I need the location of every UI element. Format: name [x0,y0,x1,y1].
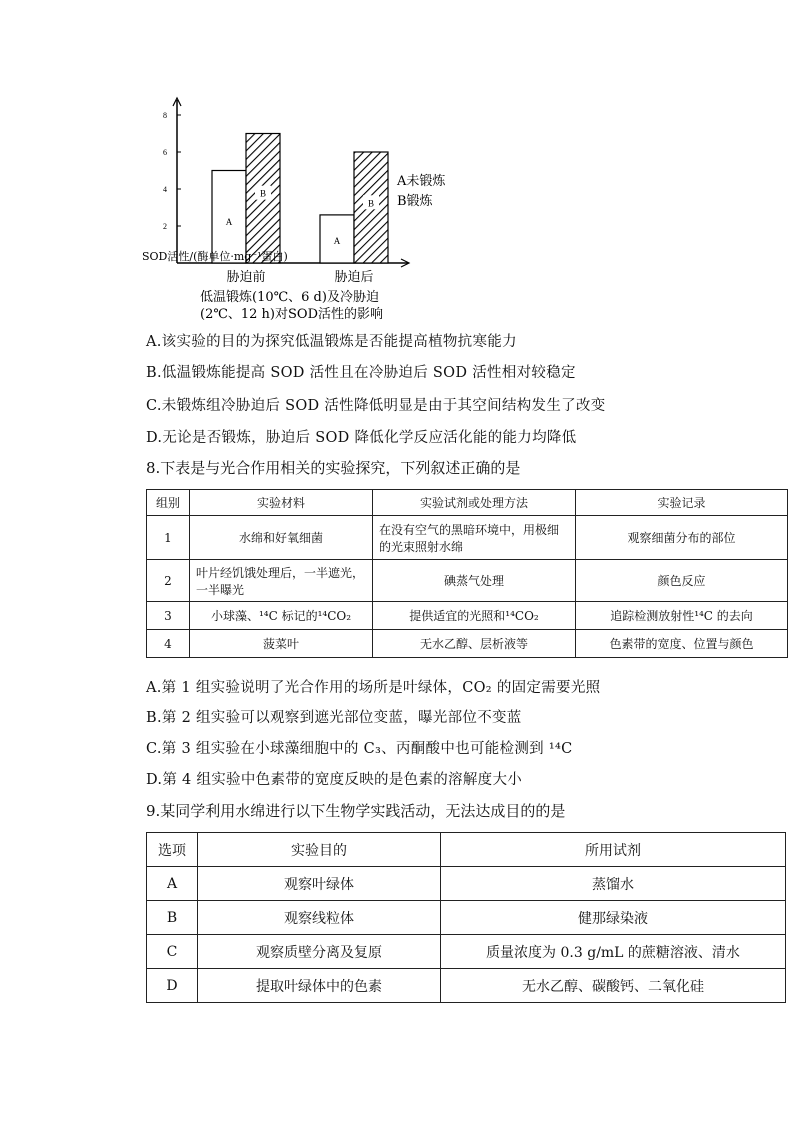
q8-cell: 4 [147,630,190,658]
q7-option-a: A.该实验的目的为探究低温锻炼是否能提高植物抗寒能力 [146,334,517,350]
bar-label: A [225,217,233,228]
y-tick-label: 6 [163,148,167,157]
x-category-label: 胁迫前 [226,270,266,285]
q9-cell: 质量浓度为 0.3 g/mL 的蔗糖溶液、清水 [441,935,786,969]
q9-cell: B [147,901,198,935]
legend-b: B锻炼 [397,194,433,209]
q8-cell: 追踪检测放射性¹⁴C 的去向 [576,602,788,630]
table-row [147,901,786,935]
bar-label: B [367,198,375,209]
q7-option-b: B.低温锻炼能提高 SOD 活性且在冷胁迫后 SOD 活性相对较稳定 [146,365,576,381]
q9-cell: A [147,867,198,901]
q8-table [146,489,788,658]
q8-option-a: A.第 1 组实验说明了光合作用的场所是叶绿体，CO₂ 的固定需要光照 [146,680,601,696]
bar-label: A [333,235,341,246]
q8-cell: 观察细菌分布的部位 [576,516,788,560]
q9-header-option: 选项 [147,833,198,867]
table-row [147,560,788,602]
q9-cell: 健那绿染液 [441,901,786,935]
q7-option-d: D.无论是否锻炼，胁迫后 SOD 降低化学反应活化能的能力均降低 [146,430,577,446]
q8-cell: 颜色反应 [576,560,788,602]
q8-cell: 小球藻、¹⁴C 标记的¹⁴CO₂ [190,602,373,630]
q9-cell: C [147,935,198,969]
q8-option-b: B.第 2 组实验可以观察到遮光部位变蓝，曝光部位不变蓝 [146,710,522,726]
q8-cell: 叶片经饥饿处理后，一半遮光，一半曝光 [190,560,373,602]
q8-cell: 1 [147,516,190,560]
q8-cell: 碘蒸气处理 [373,560,576,602]
q8-stem: 8.下表是与光合作用相关的实验探究，下列叙述正确的是 [146,459,521,477]
q8-option-c: C.第 3 组实验在小球藻细胞中的 C₃、丙酮酸中也可能检测到 ¹⁴C [146,741,573,757]
q9-cell: D [147,969,198,1003]
q8-cell: 2 [147,560,190,602]
q8-header-record: 实验记录 [576,490,788,516]
table-row [147,969,786,1003]
q9-cell: 蒸馏水 [441,867,786,901]
q9-cell: 观察线粒体 [198,901,441,935]
q9-header-reagent: 所用试剂 [441,833,786,867]
table-row [147,867,786,901]
chart-caption-line-2: (2℃、12 h)对SOD活性的影响 [200,307,383,322]
table-row [147,630,788,658]
sod-bar-chart [140,95,446,322]
q9-table [146,832,786,1003]
q8-header-method: 实验试剂或处理方法 [373,490,576,516]
chart-caption-line-1: 低温锻炼(10℃、6 d)及冷胁迫 [200,290,379,305]
q8-header-group: 组别 [147,490,190,516]
table-row [147,516,788,560]
q9-header-purpose: 实验目的 [198,833,441,867]
y-tick-label: 4 [163,185,167,194]
bar-label: B [259,188,267,199]
q8-header-material: 实验材料 [190,490,373,516]
table-row [147,602,788,630]
y-tick-label: 2 [163,222,167,231]
x-category-label: 胁迫后 [334,270,374,285]
q9-cell: 观察质壁分离及复原 [198,935,441,969]
q8-cell: 提供适宜的光照和¹⁴CO₂ [373,602,576,630]
q8-cell: 色素带的宽度、位置与颜色 [576,630,788,658]
q8-cell: 无水乙醇、层析液等 [373,630,576,658]
q9-cell: 无水乙醇、碳酸钙、二氧化硅 [441,969,786,1003]
q8-cell: 水绵和好氧细菌 [190,516,373,560]
q8-cell: 3 [147,602,190,630]
q9-stem: 9.某同学利用水绵进行以下生物学实践活动，无法达成目的的是 [146,802,566,820]
q8-cell: 菠菜叶 [190,630,373,658]
y-tick-label: 8 [163,111,167,120]
q7-option-c: C.未锻炼组冷胁迫后 SOD 活性降低明显是由于其空间结构发生了改变 [146,398,606,414]
y-axis-label: SOD活性/(酶单位·mg⁻¹蛋白) [142,250,288,263]
q8-option-d: D.第 4 组实验中色素带的宽度反映的是色素的溶解度大小 [146,772,523,788]
legend-a: A未锻炼 [397,174,446,189]
table-row [147,935,786,969]
q8-cell: 在没有空气的黑暗环境中，用极细的光束照射水绵 [373,516,576,560]
q9-cell: 提取叶绿体中的色素 [198,969,441,1003]
q9-cell: 观察叶绿体 [198,867,441,901]
